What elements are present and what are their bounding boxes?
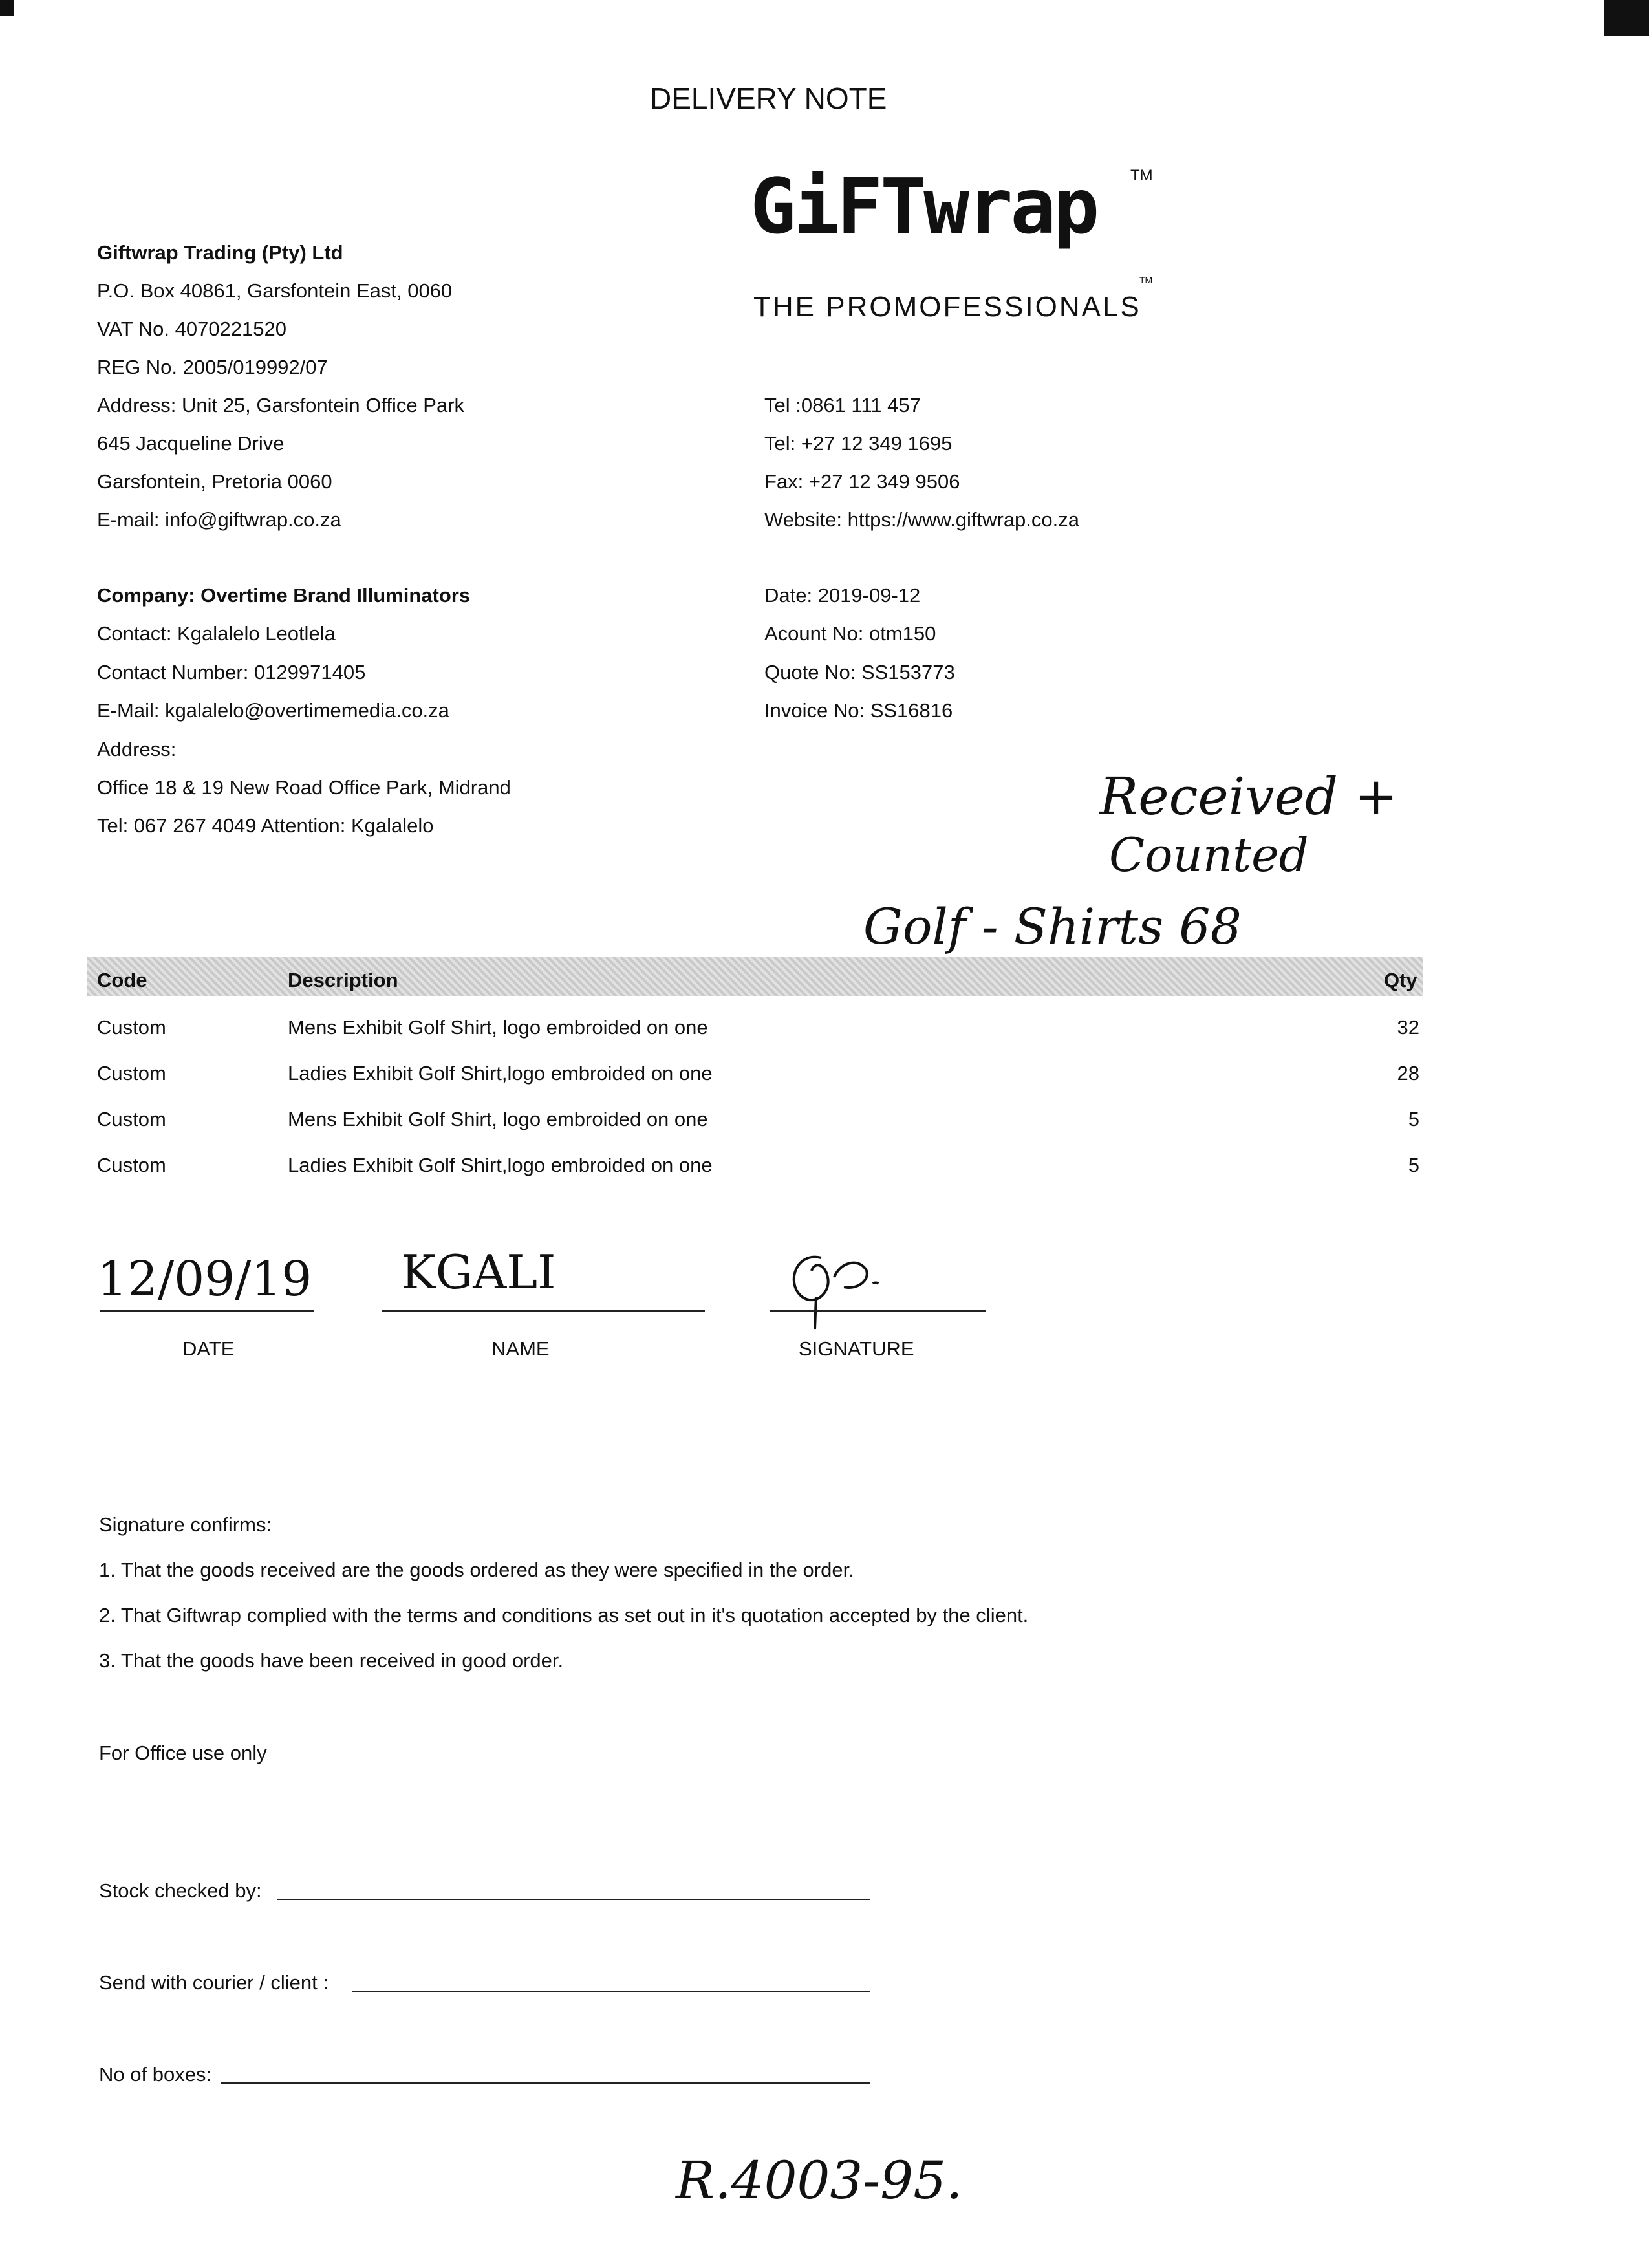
sender-line: Garsfontein, Pretoria 0060 [97,470,332,493]
client-company: Company: Overtime Brand Illuminators [97,584,471,607]
giftwrap-logo: GiFTwrap [750,162,1097,251]
table-cell-code: Custom [97,1016,166,1039]
meta-invoice: Invoice No: SS16816 [764,699,953,722]
sender-email: E-mail: info@giftwrap.co.za [97,508,341,531]
table-cell-description: Mens Exhibit Golf Shirt, logo embroided on one [288,1108,708,1130]
meta-account: Acount No: otm150 [764,622,936,645]
tagline-trademark: TM [1139,275,1153,285]
meta-quote: Quote No: SS153773 [764,661,955,684]
sender-name: Giftwrap Trading (Pty) Ltd [97,241,343,264]
handwritten-reference: R.4003-95. [676,2150,963,2210]
table-cell-qty: 5 [1408,1108,1419,1130]
confirm-item: 1. That the goods received are the goods ordered as they were specified in the order. [99,1559,854,1581]
client-line: Contact: Kgalalelo Leotlela [97,622,336,645]
logo-trademark: TM [1130,167,1153,184]
signature-mark [776,1232,905,1335]
table-cell-description: Ladies Exhibit Golf Shirt,logo embroided on one [288,1154,713,1176]
sender-contact: Fax: +27 12 349 9506 [764,470,960,493]
handwritten-name: KGALI [401,1245,556,1299]
stock-checked-label: Stock checked by: [99,1879,262,1902]
table-header-code: Code [97,969,147,991]
boxes-label: No of boxes: [99,2063,212,2086]
table-cell-code: Custom [97,1108,166,1130]
logo-tagline: THE PROMOFESSIONALS [753,291,1141,323]
signature-caption: SIGNATURE [799,1337,914,1360]
scan-edge-mark [1604,0,1649,36]
table-header-qty: Qty [1384,969,1417,991]
confirm-item: 2. That Giftwrap complied with the terms and conditions as set out in it's quotation accepted by the client. [99,1604,1029,1626]
confirm-intro: Signature confirms: [99,1513,272,1536]
table-header-description: Description [288,969,398,991]
courier-label: Send with courier / client : [99,1971,329,1994]
client-line: Address: [97,738,177,761]
client-line: Tel: 067 267 4049 Attention: Kgalalelo [97,814,434,837]
sender-line: VAT No. 4070221520 [97,318,287,340]
name-caption: NAME [491,1337,550,1360]
sender-website: Website: https://www.giftwrap.co.za [764,508,1080,531]
courier-line [352,1991,870,1992]
table-cell-qty: 28 [1397,1062,1419,1085]
table-cell-qty: 32 [1397,1016,1419,1039]
confirm-item: 3. That the goods have been received in good order. [99,1649,564,1672]
document-title: DELIVERY NOTE [650,81,887,115]
meta-date: Date: 2019-09-12 [764,584,921,607]
name-line [382,1310,705,1312]
client-line: E-Mail: kgalalelo@overtimemedia.co.za [97,699,449,722]
sender-contact: Tel: +27 12 349 1695 [764,432,953,455]
scan-edge-mark [0,0,14,16]
boxes-line [221,2082,870,2084]
date-caption: DATE [182,1337,235,1360]
sender-line: P.O. Box 40861, Garsfontein East, 0060 [97,279,453,302]
date-line [100,1310,314,1312]
table-cell-qty: 5 [1408,1154,1419,1176]
sender-contact: Tel :0861 111 457 [764,394,921,416]
client-line: Contact Number: 0129971405 [97,661,366,684]
signature-line [770,1310,986,1312]
handwritten-date: 12/09/19 [97,1251,312,1307]
office-use-label: For Office use only [99,1742,267,1764]
sender-line: Address: Unit 25, Garsfontein Office Park [97,394,465,416]
stock-checked-line [277,1899,870,1900]
handwritten-note: Counted [1109,828,1309,882]
table-cell-description: Ladies Exhibit Golf Shirt,logo embroided on one [288,1062,713,1085]
client-line: Office 18 & 19 New Road Office Park, Midrand [97,776,511,799]
handwritten-note: Received + [1099,766,1398,826]
table-cell-code: Custom [97,1154,166,1176]
handwritten-note: Golf - Shirts 68 [863,898,1242,955]
table-cell-description: Mens Exhibit Golf Shirt, logo embroided on one [288,1016,708,1039]
sender-line: REG No. 2005/019992/07 [97,356,328,378]
table-cell-code: Custom [97,1062,166,1085]
sender-line: 645 Jacqueline Drive [97,432,285,455]
